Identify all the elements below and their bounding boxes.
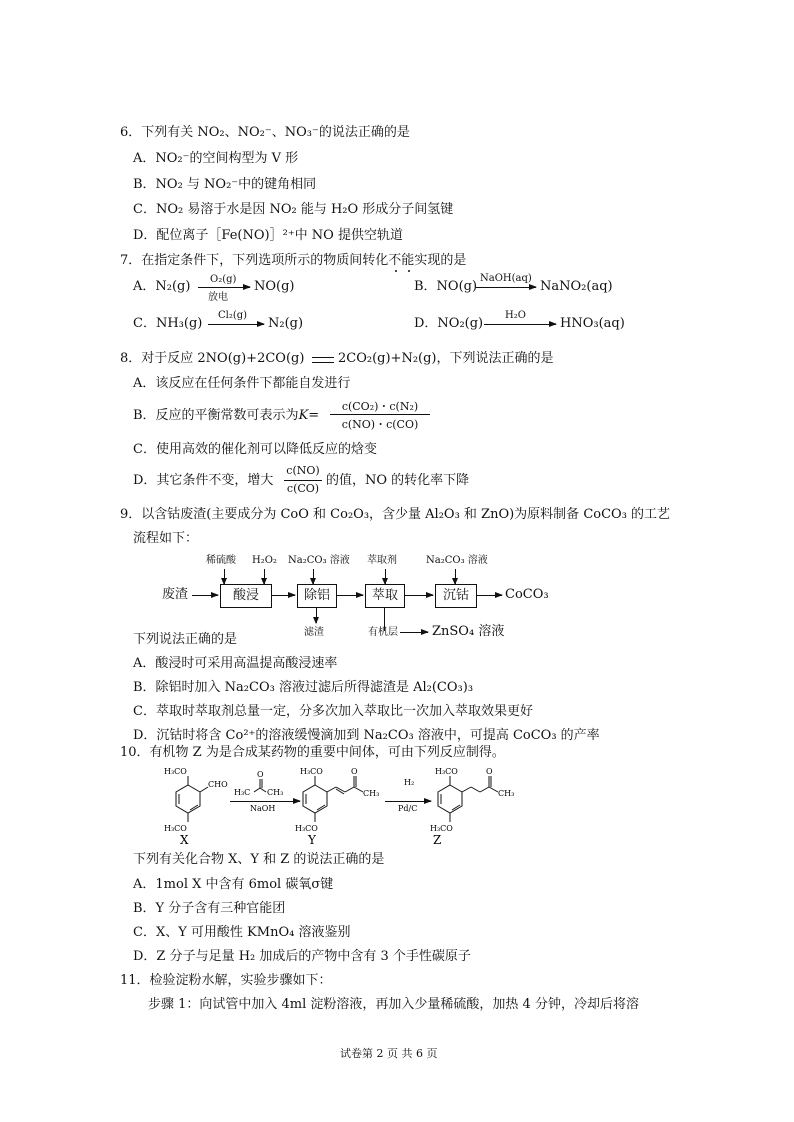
reagent-ch3: CH₃	[267, 788, 284, 797]
flow-input-na2co3-1: Na₂CO₃ 溶液	[288, 555, 350, 566]
flow-input-extractant: 萃取剂	[367, 555, 397, 566]
q6-option-a: A．NO₂⁻的空间构型为 V 形	[133, 151, 299, 166]
z-ch3: CH₃	[498, 789, 515, 798]
q8-option-d: D．其它条件不变，增大	[133, 473, 274, 488]
q10-option-b: B．Y 分子含有三种官能团	[133, 901, 286, 916]
flow-arrow-3	[336, 595, 363, 596]
flow-end-product: CoCO₃	[505, 587, 549, 602]
flow-output-filter-residue: 滤渣	[304, 627, 324, 638]
q7-d-condition-top: H₂O	[505, 310, 526, 321]
flow-output-znso4: ZnSO₄ 溶液	[432, 624, 505, 639]
flow-arrow-in1	[224, 569, 225, 584]
q7-c-reactant: C．NH₃(g)	[133, 316, 203, 331]
q11-stem: 11．检验淀粉水解，实验步骤如下：	[120, 973, 332, 988]
q8-d-numerator: c(NO)	[286, 464, 320, 477]
q7-a-product: NO(g)	[254, 279, 295, 294]
acetone-bonds	[254, 779, 266, 792]
reaction-arrow-2	[385, 801, 431, 802]
q8-b-fraction-bar	[330, 414, 430, 415]
q7-b-product: NaNO₂(aq)	[540, 279, 613, 294]
q9-stem-line1: 9．以含钴废渣(主要成分为 CoO 和 Co₂O₃，含少量 Al₂O₃ 和 ZnO)为原料制备 CoCO₃ 的工艺	[120, 507, 671, 522]
label-y: Y	[308, 833, 316, 847]
flow-arrow-out1	[316, 607, 317, 623]
q7-a-condition-top: O₂(g)	[210, 274, 237, 285]
q11-step1: 步骤 1：向试管中加入 4ml 淀粉溶液，再加入少量稀硫酸，加热 4 分钟，冷却后将溶	[148, 997, 639, 1012]
flow-input-h2o2: H₂O₂	[252, 555, 277, 566]
q8-option-c: C．使用高效的催化剂可以降低反应的焓变	[133, 442, 377, 457]
equilibrium-sign	[312, 357, 334, 363]
q10-option-a: A．1mol X 中含有 6mol 碳氧σ键	[133, 877, 334, 892]
x-cho: CHO	[208, 780, 228, 789]
flow-box-cobalt-precipitation: 沉钴	[435, 584, 477, 608]
flow-box-extraction: 萃取	[365, 584, 405, 608]
q7-stem: 7．在指定条件下，下列选项所示的物质间转化不能实现的是	[120, 253, 467, 268]
flow-arrow-out3	[400, 632, 428, 633]
y-ch3: CH₃	[363, 789, 380, 798]
q8-d-denominator: c(CO)	[286, 482, 320, 495]
q6-option-b: B．NO₂ 与 NO₂⁻中的键角相同	[133, 177, 317, 192]
q8-stem-post: 2CO₂(g)+N₂(g)，下列说法正确的是	[338, 351, 554, 366]
reaction-arrow-1	[230, 801, 300, 802]
q8-d-post: 的值，NO 的转化率下降	[326, 473, 470, 488]
q6-option-c: C．NO₂ 易溶于水是因 NO₂ 能与 H₂O 形成分子间氢键	[133, 202, 454, 217]
q7-a-condition-bottom: 放电	[208, 292, 228, 303]
x-h3co-bottom: H₃CO	[164, 824, 187, 833]
flow-arrow-in2	[264, 569, 265, 584]
q6-stem: 6．下列有关 NO₂、NO₂⁻、NO₃⁻的说法正确的是	[120, 125, 410, 140]
flow-input-dilute-sulfuric-acid: 稀硫酸	[206, 555, 236, 566]
flow-arrow-4	[404, 595, 433, 596]
flow-arrow-1	[192, 595, 218, 596]
q8-b-denominator: c(NO)・c(CO)	[341, 418, 419, 431]
q8-stem-pre: 8．对于反应 2NO(g)+2CO(g)	[120, 351, 305, 366]
z-h3co-top: H₃CO	[435, 767, 458, 776]
flow-box-acid-leaching: 酸浸	[220, 584, 272, 608]
molecule-x	[176, 776, 208, 822]
q7-d-product: HNO₃(aq)	[560, 316, 625, 331]
reaction-scheme	[150, 762, 530, 852]
q9-option-a: A．酸浸时可采用高温提高酸浸速率	[133, 656, 338, 671]
reagent-h3c: H₃C	[234, 788, 251, 797]
y-o: O	[351, 767, 358, 776]
q8-option-b: B．反应的平衡常数可表示为K=	[133, 408, 320, 423]
flow-start-waste-residue: 废渣	[162, 587, 189, 602]
reagent-naoh: NaOH	[250, 804, 276, 813]
q9-option-b: B．除铝时加入 Na₂CO₃ 溶液过滤后所得滤渣是 Al₂(CO₃)₃	[133, 680, 474, 695]
y-h3co-bottom: H₃CO	[295, 824, 318, 833]
y-h3co-top: H₃CO	[300, 767, 323, 776]
flow-output-organic-layer: 有机层	[368, 627, 398, 638]
reagent-h2: H₂	[404, 778, 415, 787]
q7-c-arrow	[208, 324, 264, 325]
q10-stem: 10．有机物 Z 为是合成某药物的重要中间体，可由下列反应制得。	[120, 745, 505, 760]
q7-b-arrow	[476, 287, 536, 288]
q7-c-product: N₂(g)	[268, 316, 304, 331]
q8-option-a: A．该反应在任何条件下都能自发进行	[133, 376, 351, 391]
q7-a-reactant: A．N₂(g)	[133, 279, 191, 294]
flow-arrow-2	[271, 595, 295, 596]
flow-arrow-5	[476, 595, 502, 596]
flow-input-na2co3-2: Na₂CO₃ 溶液	[426, 555, 488, 566]
q10-option-c: C．X、Y 可用酸性 KMnO₄ 溶液鉴别	[133, 925, 351, 940]
q8-b-numerator: c(CO₂)・c(N₂)	[341, 400, 419, 413]
q7-c-condition-top: Cl₂(g)	[218, 310, 248, 321]
q9-option-c: C．萃取时萃取剂总量一定，分多次加入萃取比一次加入萃取效果更好	[133, 704, 533, 719]
label-z: Z	[433, 833, 442, 847]
q7-b-condition-top: NaOH(aq)	[480, 273, 532, 284]
reagent-o: O	[257, 770, 264, 779]
q9-stem-line2: 流程如下：	[133, 531, 199, 546]
molecule-y	[303, 776, 363, 822]
q8-d-fraction-bar	[284, 480, 322, 481]
z-o: O	[486, 767, 493, 776]
flow-arrow-in5	[455, 569, 456, 584]
flow-box-remove-aluminium: 除铝	[297, 584, 337, 608]
q10-option-d: D．Z 分子与足量 H₂ 加成后的产物中含有 3 个手性碳原子	[133, 949, 471, 964]
q6-option-d: D．配位离子［Fe(NO)］²⁺中 NO 提供空轨道	[133, 228, 403, 243]
q7-d-reactant: D．NO₂(g)	[414, 316, 484, 331]
flow-arrow-in3	[313, 569, 314, 584]
q7-b-reactant: B．NO(g)	[414, 279, 478, 294]
q10-question: 下列有关化合物 X、Y 和 Z 的说法正确的是	[133, 852, 385, 867]
page-footer: 试卷第 2 页 共 6 页	[340, 1047, 438, 1060]
q7-d-arrow	[484, 324, 556, 325]
q9-question: 下列说法正确的是	[133, 632, 238, 647]
molecule-z	[438, 776, 498, 822]
label-x: X	[180, 833, 189, 847]
q7-a-arrow	[198, 287, 250, 288]
q9-option-d: D．沉钴时将含 Co²⁺的溶液缓慢滴加到 Na₂CO₃ 溶液中，可提高 CoCO₃ 的产率	[133, 728, 600, 743]
x-h3co-top: H₃CO	[164, 767, 187, 776]
flow-arrow-in4	[385, 569, 386, 584]
z-h3co-bottom: H₃CO	[430, 824, 453, 833]
reagent-pdc: Pd/C	[398, 804, 418, 813]
